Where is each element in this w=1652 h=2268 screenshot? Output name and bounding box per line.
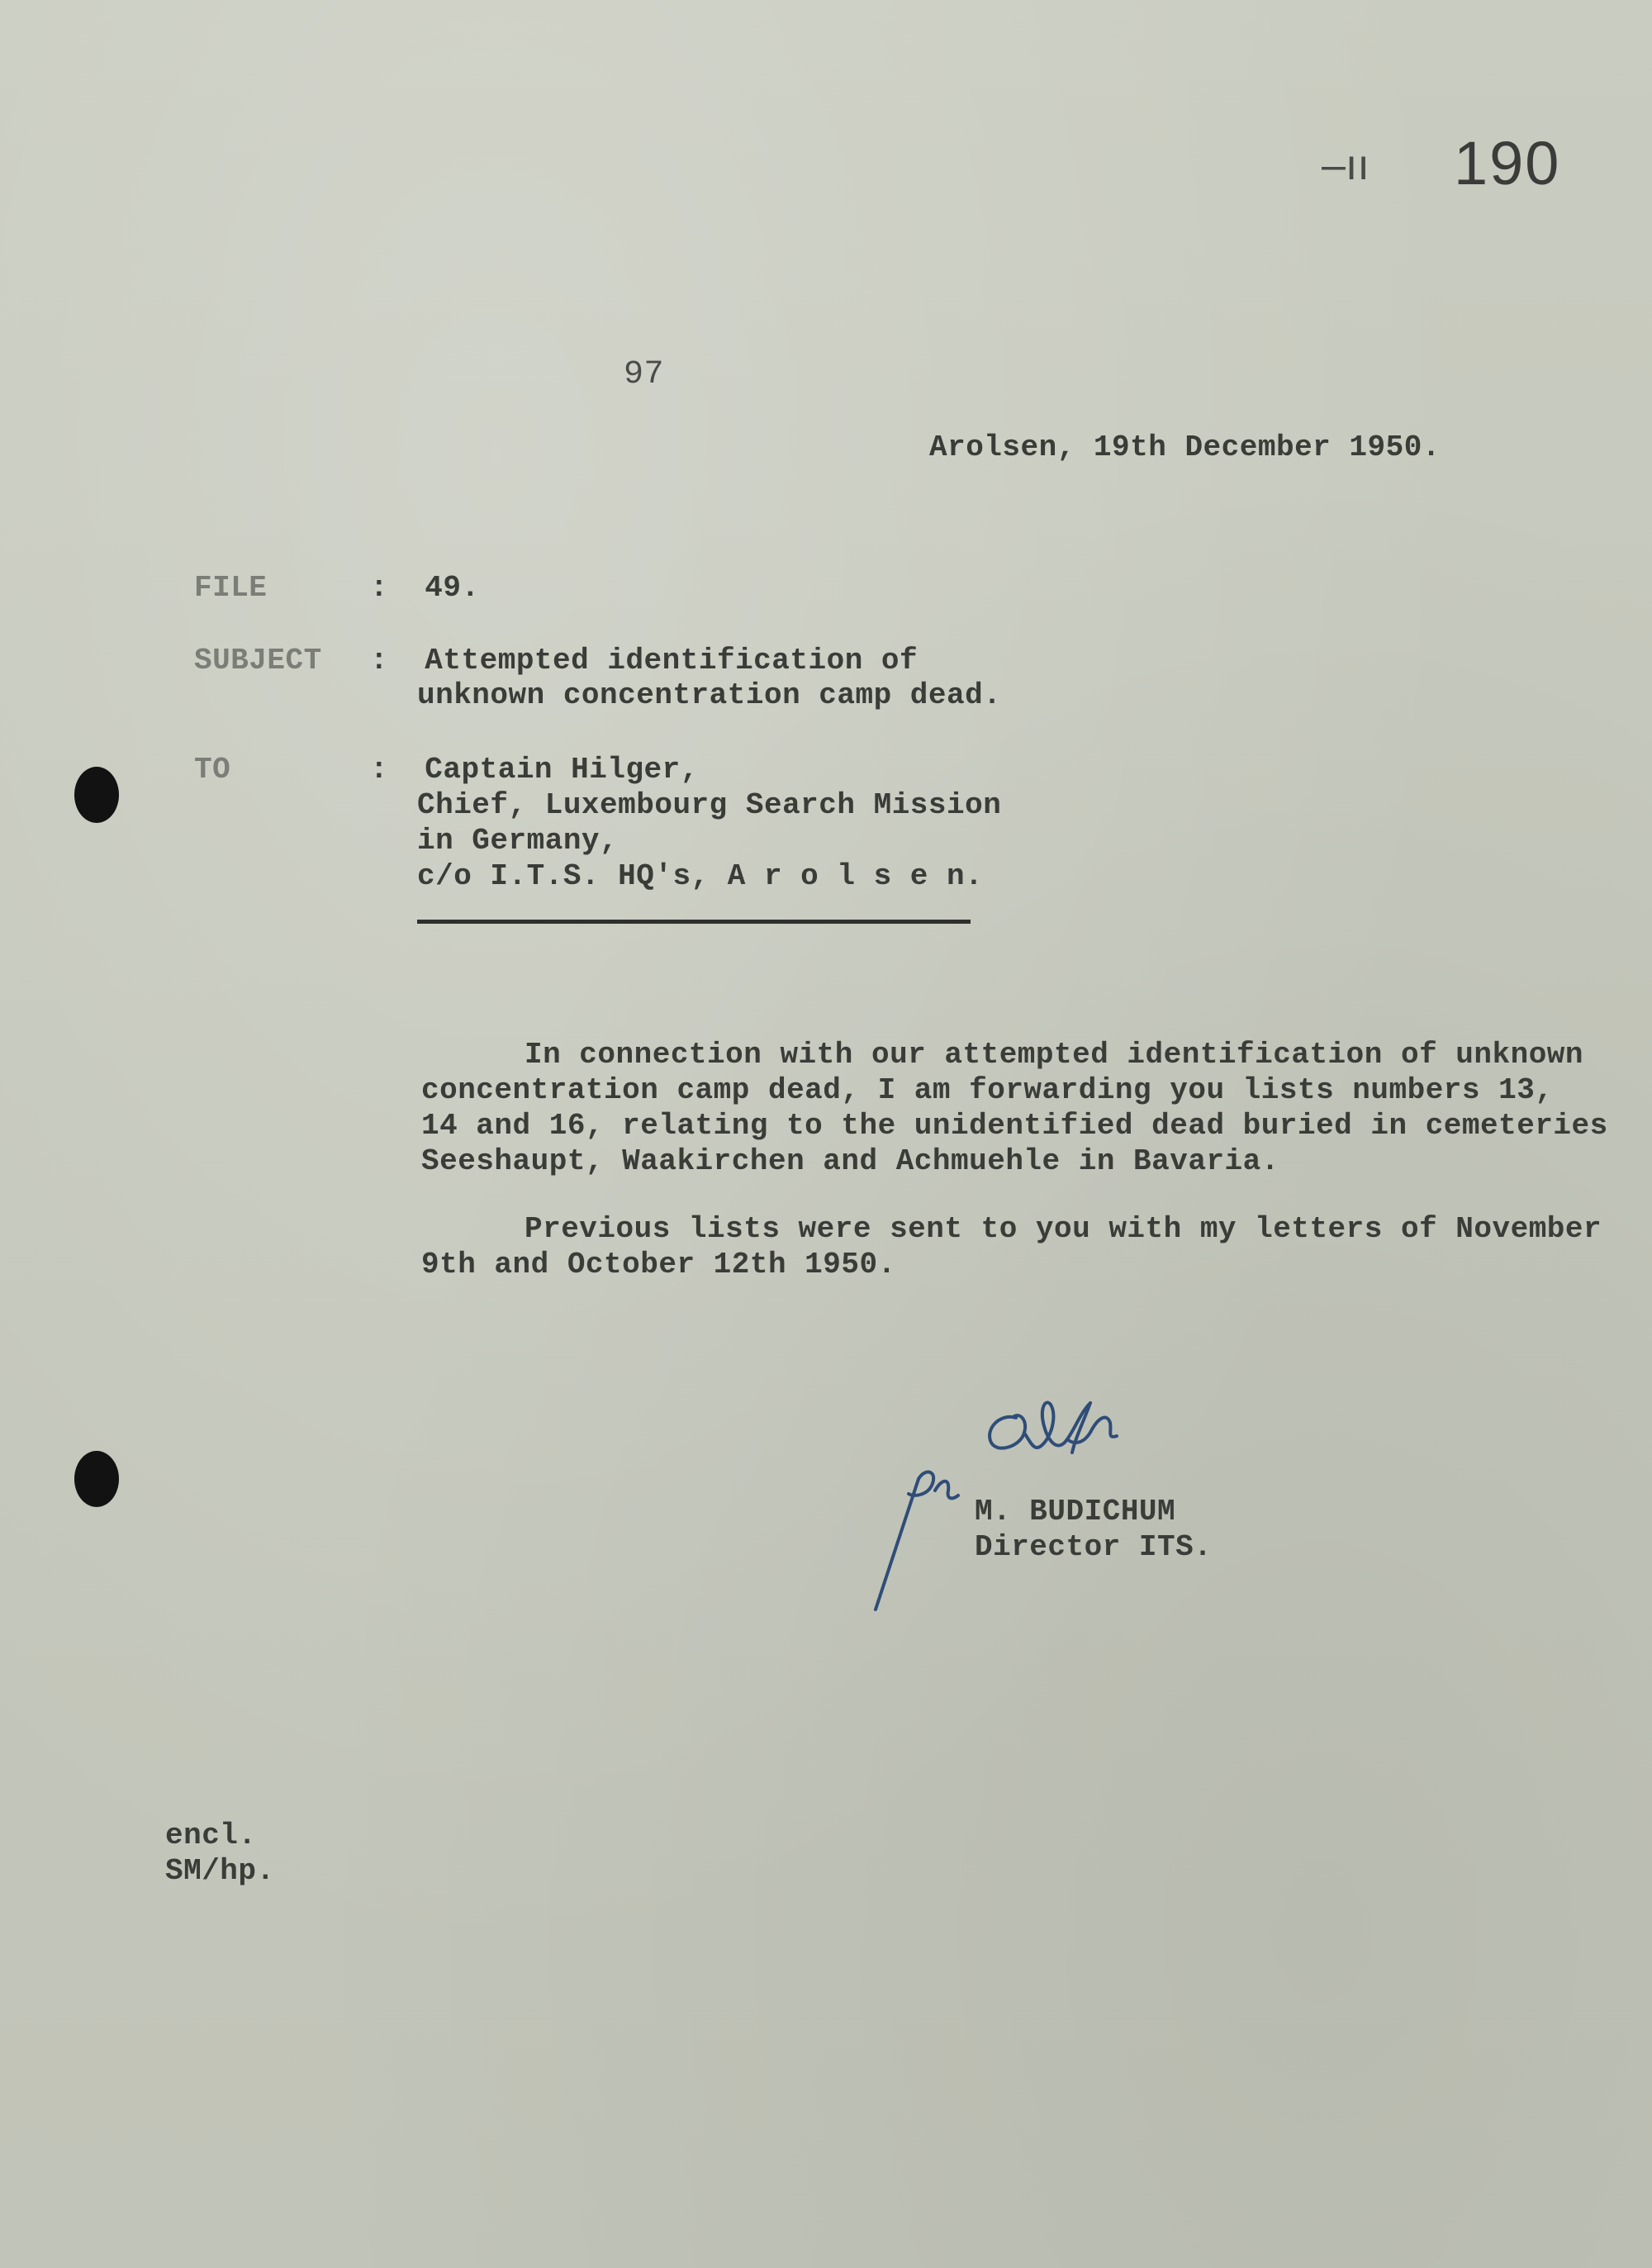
to-line-2: Chief, Luxembourg Search Mission <box>417 788 1002 822</box>
body-para1-line2: concentration camp dead, I am forwarding you lists numbers 13, <box>421 1073 1554 1107</box>
subject-label: SUBJECT <box>194 644 322 678</box>
signatory-title: Director ITS. <box>975 1530 1213 1564</box>
file-label: FILE <box>194 571 268 605</box>
subject-line-2: unknown concentration camp dead. <box>417 678 1002 712</box>
signatory-name: M. BUDICHUM <box>975 1495 1176 1529</box>
header-underline <box>417 920 971 924</box>
to-label: TO <box>194 753 231 787</box>
punch-hole-upper <box>74 767 119 823</box>
page-number: 97 <box>624 356 665 393</box>
body-para2-line2: 9th and October 12th 1950. <box>421 1248 896 1281</box>
subject-line-1: : Attempted identification of <box>370 644 919 678</box>
to-line-4: c/o I.T.S. HQ's, A r o l s e n. <box>417 859 984 893</box>
typist-initials: SM/hp. <box>165 1854 275 1888</box>
date-line: Arolsen, 19th December 1950. <box>929 430 1441 464</box>
punch-hole-lower <box>74 1451 119 1507</box>
to-line-1: : Captain Hilger, <box>370 753 699 787</box>
archive-stamp-prefix: –ıı <box>1322 141 1370 189</box>
enclosure-note: encl. <box>165 1819 257 1852</box>
archive-page-number: 190 <box>1454 129 1561 197</box>
file-value: : 49. <box>370 571 480 605</box>
body-para2-line1: Previous lists were sent to you with my letters of November <box>525 1212 1602 1246</box>
to-line-3: in Germany, <box>417 824 619 858</box>
body-para1-line1: In connection with our attempted identification of unknown <box>525 1038 1584 1072</box>
body-para1-line3: 14 and 16, relating to the unidentified dead buried in cemeteries <box>421 1109 1608 1143</box>
body-para1-line4: Seeshaupt, Waakirchen and Achmuehle in Bavaria. <box>421 1144 1279 1178</box>
